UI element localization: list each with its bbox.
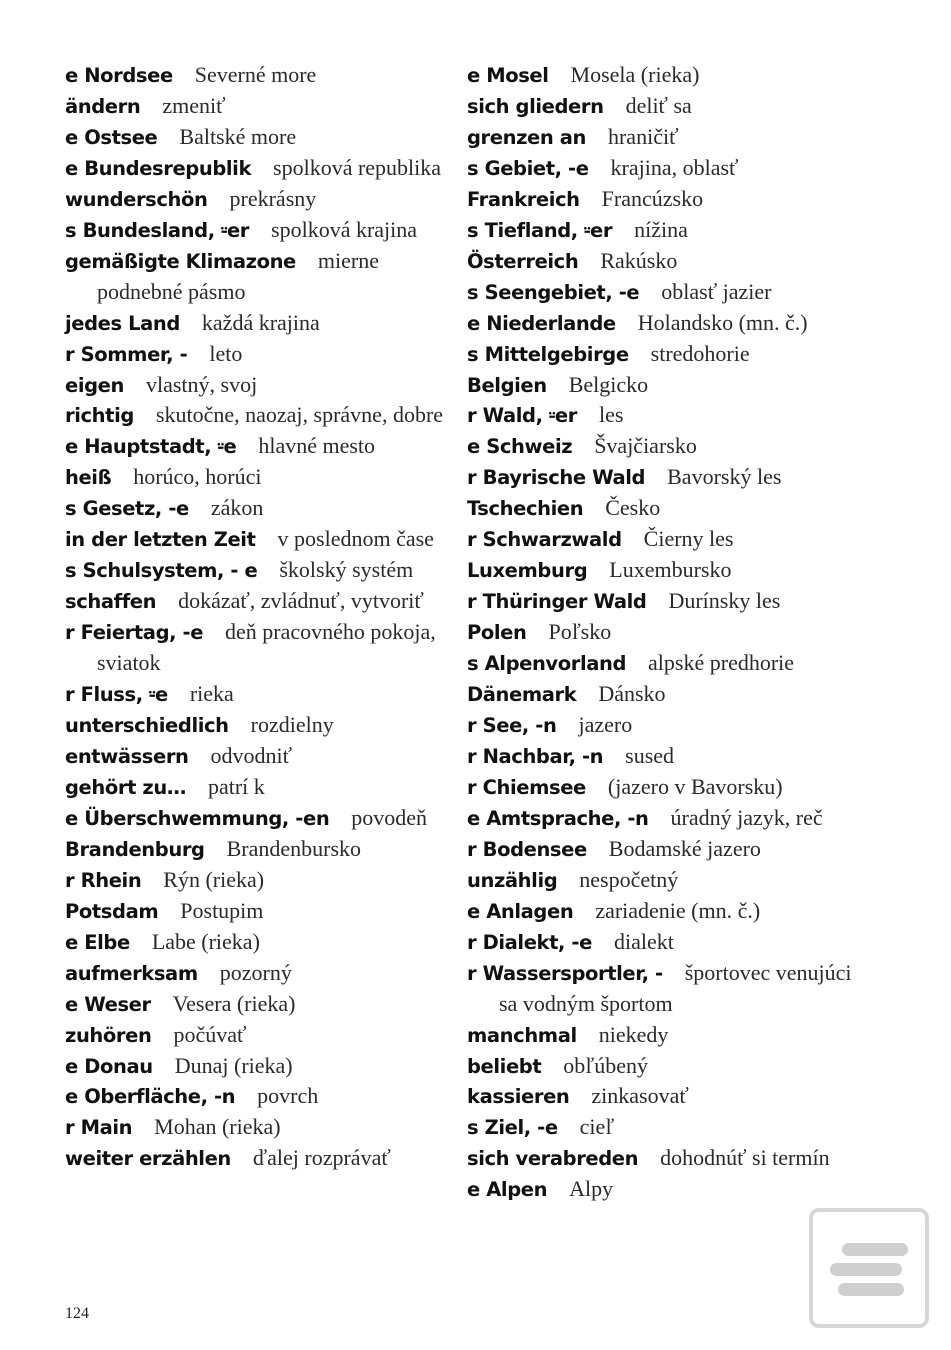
german-term: wunderschön [65,187,208,211]
vocab-entry [467,865,867,896]
german-term: e Amtsprache, -n [467,806,649,830]
german-term: Dänemark [467,683,577,707]
german-term: e Anlagen [467,899,574,923]
slovak-translation: prekrásny [229,185,317,211]
vocab-entry [65,246,460,308]
slovak-translation: vlastný, svoj [145,371,258,397]
vocab-entry [65,339,460,370]
slovak-translation: Čierny les [643,526,734,552]
german-term: manchmal [467,1023,577,1047]
german-term: e Schweiz [467,435,573,459]
german-term: r Rhein [65,868,142,892]
vocab-entry [467,431,867,462]
vocab-entry [467,1143,867,1174]
german-term: unzählig [467,868,558,892]
slovak-translation: patrí k [207,773,265,799]
vocab-entry [65,834,460,865]
vocab-entry [467,462,867,493]
vocab-entry [65,1081,460,1112]
vocab-entry [65,431,460,462]
vocab-entry [467,679,867,710]
slovak-translation: Česko [605,495,661,521]
german-term: r Main [65,1116,133,1140]
vocab-entry [467,1174,867,1205]
german-term: r Bodensee [467,837,587,861]
vocab-entry [467,834,867,865]
slovak-translation: les [598,402,624,428]
slovak-translation: cieľ [579,1114,615,1140]
vocab-entry [467,896,867,927]
german-term: sich verabreden [467,1147,639,1171]
slovak-translation: hlavné mesto [258,433,376,459]
vocab-entry [65,679,460,710]
vocab-entry [467,153,867,184]
slovak-translation: Mosela (rieka) [570,62,700,87]
german-term: e Hauptstadt, ⸚e [65,435,237,459]
slovak-translation: zariadenie (mn. č.) [595,897,761,923]
vocabulary-column-right [467,60,867,1205]
german-term: r Fluss, ⸚e [65,683,168,707]
slovak-translation: počúvať [173,1021,247,1047]
german-term: schaffen [65,590,157,614]
vocab-entry [65,215,460,246]
german-term: s Alpenvorland [467,652,627,676]
german-term: r Feiertag, -e [65,621,204,645]
german-term: e Donau [65,1054,153,1078]
slovak-translation: Rýn (rieka) [163,866,265,892]
slovak-translation: Francúzsko [601,185,704,211]
slovak-translation: skutočne, naozaj, správne, dobre [155,402,444,428]
slovak-translation: dokázať, zvládnuť, vytvoriť [178,588,424,614]
slovak-translation: Poľsko [548,619,612,645]
german-term: gehört zu… [65,775,186,799]
vocabulary-column-left [65,60,460,1174]
german-term: e Weser [65,992,151,1016]
slovak-translation: školský systém [279,557,414,583]
german-term: s Mittelgebirge [467,342,629,366]
german-term: r Bayrische Wald [467,466,646,490]
german-term: e Niederlande [467,311,616,335]
vocab-entry [65,803,460,834]
slovak-translation: Dunaj (rieka) [174,1052,293,1078]
vocab-entry [467,710,867,741]
slovak-translation: povodeň [351,804,428,830]
german-term: e Elbe [65,930,130,954]
vocab-entry [65,896,460,927]
slovak-translation: spolková krajina [271,216,418,242]
german-term: e Oberfläche, -n [65,1085,236,1109]
slovak-translation: Durínsky les [668,588,781,614]
german-term: r See, -n [467,714,557,738]
vocab-entry [467,1051,867,1082]
german-term: e Nordsee [65,64,173,87]
slovak-translation: zinkasovať [591,1083,689,1109]
slovak-translation: deliť sa [625,92,692,118]
german-term: s Schulsystem, - e [65,559,258,583]
slovak-translation: Mohan (rieka) [154,1114,281,1140]
german-term: zuhören [65,1023,152,1047]
vocab-entry [65,308,460,339]
german-term: gemäßigte Klimazone [65,249,296,273]
german-term: richtig [65,404,134,428]
vocab-entry [65,1020,460,1051]
vocab-entry [467,184,867,215]
vocab-entry [65,91,460,122]
german-term: e Mosel [467,64,549,87]
vocab-entry [65,184,460,215]
german-term: jedes Land [65,311,180,335]
page-number: 124 [65,1305,89,1322]
slovak-translation: alpské predhorie [648,650,795,676]
german-term: s Gesetz, -e [65,497,189,521]
german-term: entwässern [65,744,189,768]
german-term: e Ostsee [65,125,158,149]
slovak-translation: sused [625,742,675,768]
german-term: Österreich [467,249,579,273]
slovak-translation: Luxembursko [609,557,732,583]
slovak-translation: stredohorie [650,340,750,366]
vocab-entry [65,370,460,401]
vocab-entry [65,741,460,772]
slovak-translation: Dánsko [598,681,666,707]
german-term: sich gliedern [467,94,604,118]
slovak-translation: oblasť jazier [661,278,772,304]
slovak-translation: (jazero v Bavorsku) [607,773,783,799]
vocab-entry [467,524,867,555]
slovak-translation: zmeniť [162,92,226,118]
slovak-translation: športovec venujúci sa vodným športom [499,959,852,1016]
german-term: grenzen an [467,125,586,149]
german-term: weiter erzählen [65,1147,231,1171]
vocab-entry [65,1112,460,1143]
vocab-entry [65,122,460,153]
vocab-entry [467,958,867,1020]
german-term: ändern [65,94,141,118]
vocab-entry [467,555,867,586]
german-term: kassieren [467,1085,570,1109]
german-term: e Bundesrepublik [65,156,252,180]
slovak-translation: ďalej rozprávať [252,1145,391,1171]
slovak-translation: rozdielny [250,712,334,738]
vocab-entry [65,865,460,896]
vocab-entry [467,493,867,524]
vocab-entry [467,339,867,370]
vocab-entry [467,772,867,803]
vocab-entry [467,617,867,648]
slovak-translation: nespočetný [579,866,679,892]
slovak-translation: Alpy [569,1176,614,1202]
vocab-entry [65,989,460,1020]
slovak-translation: Baltské more [179,123,297,149]
slovak-translation: Bavorský les [667,464,782,490]
german-term: Belgien [467,373,547,397]
german-term: s Bundesland, ⸚er [65,218,250,242]
german-term: e Überschwemmung, -en [65,806,330,830]
slovak-translation: Vesera (rieka) [172,990,296,1016]
vocab-entry [467,586,867,617]
slovak-translation: dohodnúť si termín [660,1145,830,1171]
slovak-translation: rieka [189,681,234,707]
slovak-translation: krajina, oblasť [610,154,739,180]
slovak-translation: Labe (rieka) [151,928,260,954]
vocab-entry [467,1112,867,1143]
slovak-translation: úradný jazyk, reč [670,804,823,830]
vocab-entry [467,308,867,339]
slovak-translation: jazero [578,712,633,738]
slovak-translation: každá krajina [201,309,320,335]
slovak-translation: povrch [257,1083,319,1109]
german-term: eigen [65,373,124,397]
slovak-translation: deň pracovného pokoja, sviatok [97,619,436,676]
slovak-translation: leto [209,340,243,366]
german-term: Tschechien [467,497,584,521]
vocab-entry [467,400,867,431]
german-term: r Dialekt, -e [467,930,592,954]
german-term: aufmerksam [65,961,198,985]
german-term: r Nachbar, -n [467,744,604,768]
vocab-entry [65,1051,460,1082]
slovak-translation: obľúbený [563,1052,648,1078]
vocab-entry [65,586,460,617]
german-term: Polen [467,621,527,645]
slovak-translation: Bodamské jazero [608,835,761,861]
german-term: r Schwarzwald [467,528,622,552]
vocab-entry [65,772,460,803]
vocab-entry [65,1143,460,1174]
german-term: s Gebiet, -e [467,156,589,180]
vocab-entry [65,710,460,741]
vocab-entry [467,60,867,91]
slovak-translation: pozorný [219,959,292,985]
vocab-entry [65,400,460,431]
german-term: r Wald, ⸚er [467,404,577,428]
german-term: r Wassersportler, - [467,961,663,985]
slovak-translation: zákon [210,495,264,521]
slovak-translation: Severné more [194,62,317,87]
german-term: unterschiedlich [65,714,229,738]
german-term: Luxemburg [467,559,588,583]
slovak-translation: Švajčiarsko [594,433,697,459]
slovak-translation: horúco, horúci [133,464,262,490]
german-term: s Seengebiet, -e [467,280,640,304]
vocab-entry [467,277,867,308]
vocab-entry [65,617,460,679]
vocab-entry [65,555,460,586]
vocab-entry [65,60,460,91]
german-term: beliebt [467,1054,542,1078]
vocab-entry [65,493,460,524]
vocab-entry [467,927,867,958]
german-term: r Thüringer Wald [467,590,647,614]
vocab-entry [467,648,867,679]
book-logo-watermark [808,1207,930,1329]
vocab-entry [65,153,460,184]
vocab-entry [65,524,460,555]
german-term: in der letzten Zeit [65,528,256,552]
slovak-translation: niekedy [598,1021,669,1047]
slovak-translation: Rakúsko [600,247,678,273]
vocab-entry [467,91,867,122]
vocab-entry [467,370,867,401]
vocab-entry [467,1081,867,1112]
vocab-entry [65,927,460,958]
vocab-entry [467,803,867,834]
vocab-entry [467,215,867,246]
german-term: s Tiefland, ⸚er [467,218,613,242]
slovak-translation: nížina [634,216,688,242]
german-term: r Chiemsee [467,775,586,799]
german-term: Frankreich [467,187,580,211]
german-term: r Sommer, - [65,342,188,366]
slovak-translation: Brandenbursko [226,835,362,861]
german-term: Brandenburg [65,837,205,861]
german-term: heiß [65,466,112,490]
slovak-translation: v poslednom čase [277,526,434,552]
vocab-entry [65,462,460,493]
slovak-translation: mierne podnebné pásmo [97,247,379,304]
slovak-translation: dialekt [613,928,674,954]
slovak-translation: spolková republika [273,154,442,180]
vocab-entry [467,741,867,772]
german-term: e Alpen [467,1178,548,1202]
slovak-translation: Holandsko (mn. č.) [637,309,808,335]
german-term: s Ziel, -e [467,1116,558,1140]
slovak-translation: hraničiť [607,123,679,149]
slovak-translation: odvodniť [210,742,293,768]
slovak-translation: Postupim [180,897,264,923]
vocab-entry [467,1020,867,1051]
slovak-translation: Belgicko [568,371,649,397]
german-term: Potsdam [65,899,159,923]
vocab-entry [467,246,867,277]
vocab-entry [65,958,460,989]
vocab-entry [467,122,867,153]
